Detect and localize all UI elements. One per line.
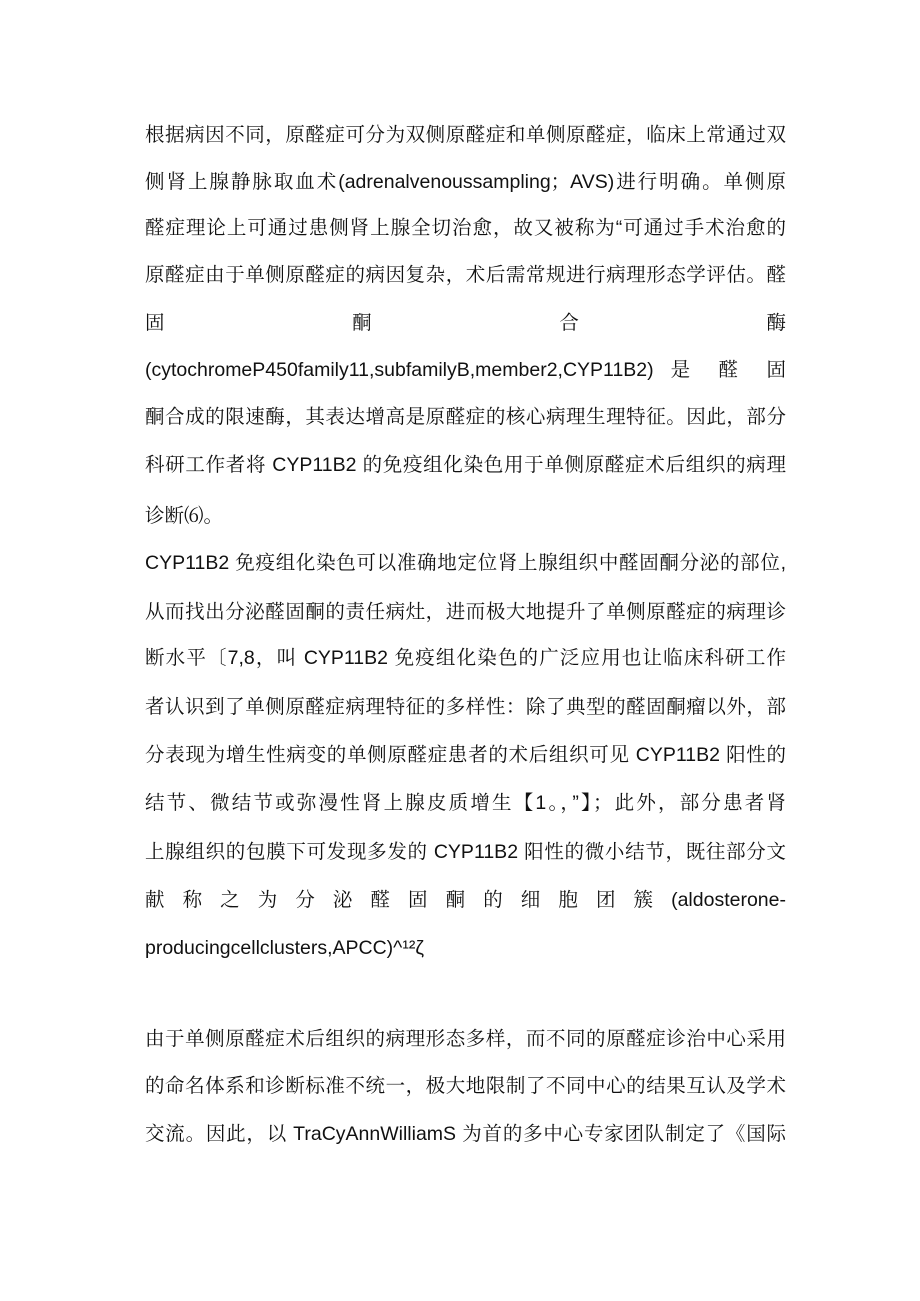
text-line: producingcellclusters,APCC)^¹²ζ	[145, 937, 424, 959]
text-line: 献 称 之 为 分 泌 醛 固 酮 的 细 胞 团 簇 (aldosterone-	[145, 889, 786, 911]
text-line: 分表现为增生性病变的单侧原醛症患者的术后组织可见 CYP11B2 阳性的	[145, 744, 786, 766]
text-line: 诊断⑹。	[145, 505, 224, 527]
text-line: 侧肾上腺静脉取血术(adrenalvenoussampling；AVS)进行明确。单侧原	[145, 171, 786, 193]
text-line: 断水平〔7,8，叫 CYP11B2 免疫组化染色的广泛应用也让临床科研工作	[145, 647, 786, 669]
text-line: 原醛症由于单侧原醛症的病因复杂，术后需常规进行病理形态学评估。醛	[145, 264, 786, 286]
text-line: 从而找出分泌醛固酮的责任病灶，进而极大地提升了单侧原醛症的病理诊	[145, 601, 786, 623]
text-line: 交流。因此，以 TraCyAnnWilliamS 为首的多中心专家团队制定了《国际	[145, 1123, 786, 1145]
text-line: 科研工作者将 CYP11B2 的免疫组化染色用于单侧原醛症术后组织的病理	[145, 454, 786, 476]
text-line: (cytochromeP450family11,subfamilyB,member2,CYP11B2) 是 醛 固	[145, 359, 786, 381]
text-line: 酮合成的限速酶，其表达增高是原醛症的核心病理生理特征。因此，部分	[145, 406, 786, 428]
text-line: 醛症理论上可通过患侧肾上腺全切治愈，故又被称为“可通过手术治愈的	[145, 217, 786, 239]
text-line: 上腺组织的包膜下可发现多发的 CYP11B2 阳性的微小结节，既往部分文	[145, 841, 786, 863]
text-line: 由于单侧原醛症术后组织的病理形态多样，而不同的原醛症诊治中心采用	[145, 1028, 786, 1050]
text-line: CYP11B2 免疫组化染色可以准确地定位肾上腺组织中醛固酮分泌的部位,	[145, 552, 786, 574]
text-line: 固 酮 合 酶	[145, 312, 786, 334]
text-line: 结节、微结节或弥漫性肾上腺皮质增生【1。，”】；此外，部分患者肾	[145, 792, 786, 814]
text-line: 者认识到了单侧原醛症病理特征的多样性：除了典型的醛固酮瘤以外，部	[145, 696, 786, 718]
text-line: 根据病因不同，原醛症可分为双侧原醛症和单侧原醛症，临床上常通过双	[145, 124, 786, 146]
text-line: 的命名体系和诊断标准不统一，极大地限制了不同中心的结果互认及学术	[145, 1075, 786, 1097]
